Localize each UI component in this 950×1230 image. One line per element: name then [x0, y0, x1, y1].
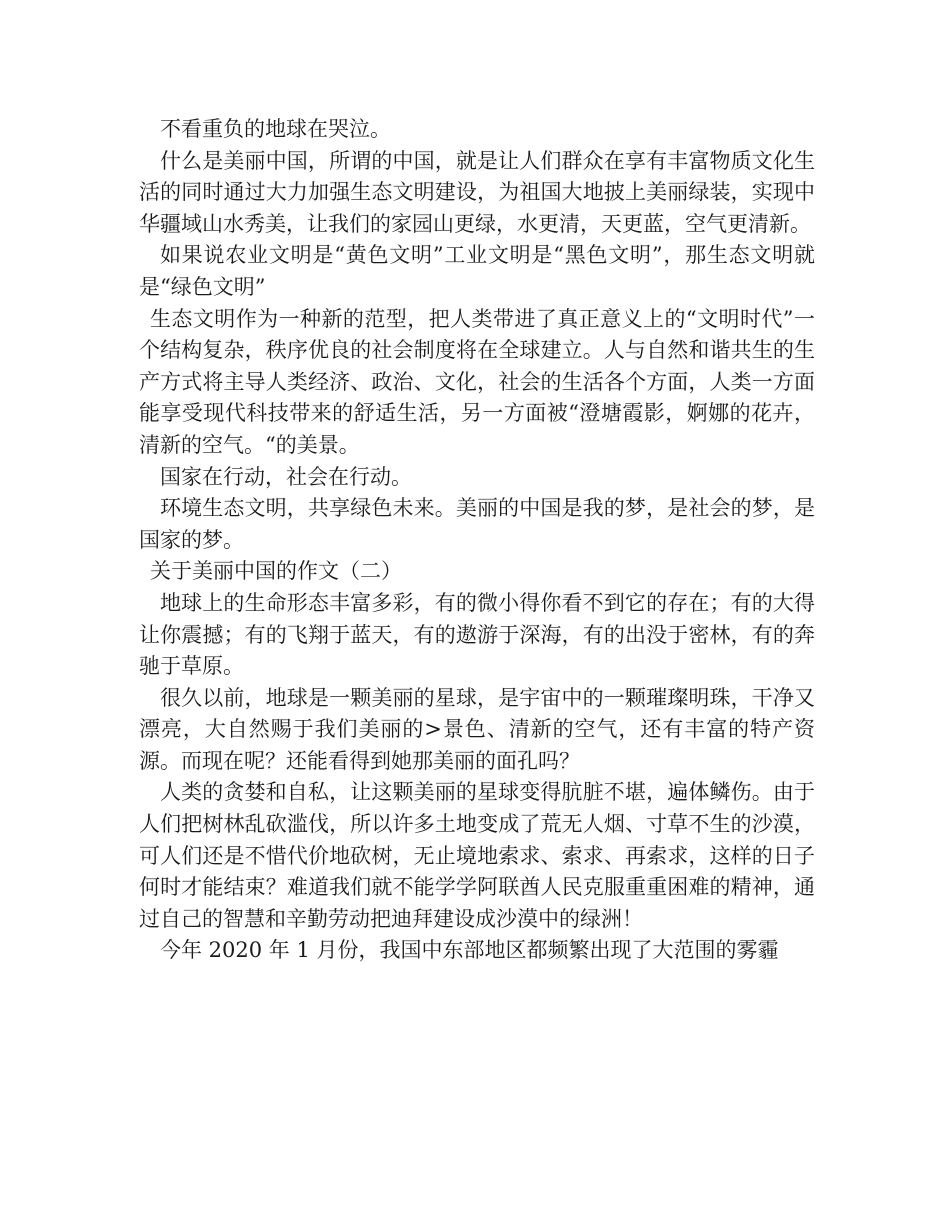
document-body	[139, 114, 815, 967]
paragraph: 环境生态文明，共享绿色未来。美丽的中国是我的梦，是社会的梦，是国家的梦。	[139, 496, 815, 552]
paragraph: 今年 2020 年 1 月份，我国中东部地区都频繁出现了大范围的雾霾	[160, 938, 779, 963]
section-heading: 关于美丽中国的作文（二）	[150, 559, 402, 584]
paragraph: 人类的贪婪和自私，让这颗美丽的星球变得肮脏不堪，遍体鳞伤。由于人们把树林乱砍滥伐，所以许多土地变成了荒无人烟、寸草不生的沙漠，可人们还是不惜代价地砍树，无止境地索求、索求、再索求，这样的日子何时才能结束？难道我们就不能学学阿联酋人民克服重重困难的精神，通过自己的智慧和辛勤劳动把迪拜建设成沙漠中的绿洲！	[139, 780, 815, 931]
paragraph: 什么是美丽中国，所谓的中国，就是让人们群众在享有丰富物质文化生活的同时通过大力加强生态文明建设，为祖国大地披上美丽绿装，实现中华疆域山水秀美，让我们的家园山更绿，水更清，天更蓝，空气更清新。	[139, 148, 815, 236]
paragraph: 很久以前，地球是一颗美丽的星球，是宇宙中的一颗璀璨明珠，干净又漂亮，大自然赐于我们美丽的>景色、清新的空气，还有丰富的特产资源。而现在呢？还能看得到她那美丽的面孔吗？	[139, 685, 815, 773]
paragraph: 如果说农业文明是“黄色文明”工业文明是“黑色文明”，那生态文明就是“绿色文明”	[139, 243, 815, 299]
paragraph: 生态文明作为一种新的范型，把人类带进了真正意义上的“文明时代”一个结构复杂，秩序优良的社会制度将在全球建立。人与自然和谐共生的生产方式将主导人类经济、政治、文化，社会的生活各个方面，人类一方面能享受现代科技带来的舒适生活，另一方面被“澄塘霞影，婀娜的花卉，清新的空气。“的美景。	[139, 306, 815, 457]
paragraph: 不看重负的地球在哭泣。	[160, 117, 391, 141]
paragraph: 地球上的生命形态丰富多彩，有的微小得你看不到它的存在；有的大得让你震撼；有的飞翔于蓝天，有的遨游于深海，有的出没于密林，有的奔驰于草原。	[139, 590, 815, 679]
paragraph: 国家在行动，社会在行动。	[160, 464, 412, 489]
